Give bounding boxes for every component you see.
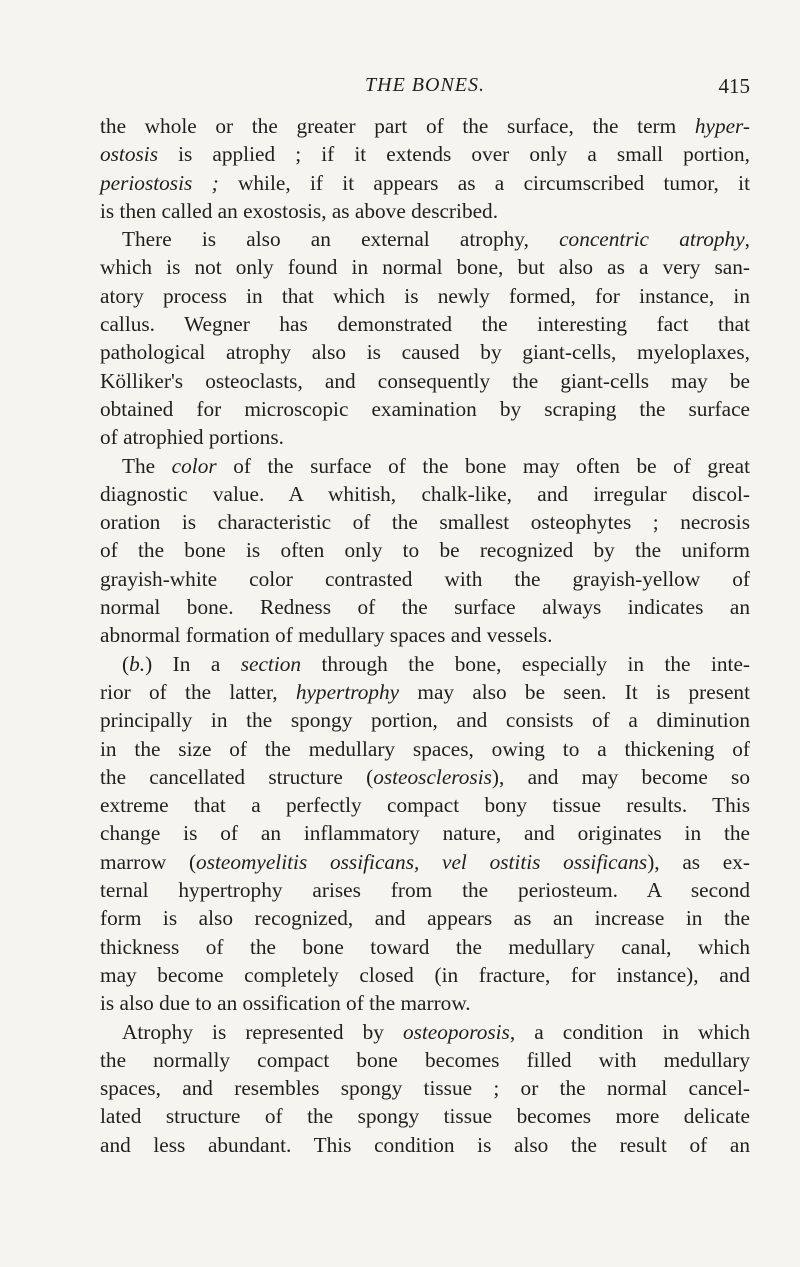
italic-term: osteosclerosis [373,764,492,789]
italic-term: hypertrophy [295,679,400,704]
running-head [100,74,750,104]
text-line [100,735,750,763]
text-segment: the cancellated structure ( [100,764,374,789]
text-line [100,140,750,168]
text-line [100,197,750,225]
text-segment: atory process in that which is newly formed, for instance, in [100,283,750,308]
italic-term: ostosis [100,142,158,167]
text-segment: callus. Wegner has demonstrated the interesting fact that [100,312,750,337]
text-segment: Atrophy is represented by [122,1019,403,1044]
text-segment: the normally compact bone becomes filled with medullary [100,1047,750,1072]
italic-term: hyper- [694,114,750,138]
text-line [100,621,750,649]
text-line [100,1131,750,1159]
text-segment: of atrophied portions. [100,425,284,450]
text-line [100,933,750,961]
text-line [100,989,750,1017]
text-line [100,791,750,819]
text-segment: ) In a [145,651,241,676]
text-segment: ), and may become so [491,764,750,789]
text-segment: the whole or the greater part of the surface, the term [100,114,695,138]
text-line [100,1018,750,1046]
text-segment: principally in the spongy portion, and consists of a diminution [100,708,750,733]
text-line [100,848,750,876]
text-segment: Kölliker's osteoclasts, and consequently the giant-cells may be [100,368,750,393]
text-segment: abnormal formation of medullary spaces and vessels. [100,623,553,648]
text-line [100,876,750,904]
text-line [100,112,750,140]
text-segment: normal bone. Redness of the surface always indicates an [100,595,750,620]
text-line [100,565,750,593]
text-line [100,338,750,366]
text-segment: oration is characteristic of the smallest osteophytes ; necrosis [100,510,750,535]
text-segment: There is also an external atrophy, [122,227,560,252]
text-line [100,452,750,480]
text-segment: change is of an inflammatory nature, and originates in the [100,821,750,846]
text-segment: spaces, and resembles spongy tissue ; or the normal cancel- [100,1076,750,1101]
text-line [100,763,750,791]
text-line [100,819,750,847]
text-segment: is applied ; if it extends over only a small portion, [158,142,750,167]
text-segment: and less abundant. This condition is also the result of an [100,1132,750,1157]
text-line [100,678,750,706]
text-segment: , a condition in which [509,1019,750,1044]
text-segment: which is not only found in normal bone, but also as a very san- [100,255,750,280]
text-line [100,423,750,451]
text-line [100,395,750,423]
text-segment: lated structure of the spongy tissue becomes more delicate [100,1104,750,1129]
running-title: THE BONES. [365,74,485,96]
text-segment: ), as ex- [647,849,750,874]
text-line [100,310,750,338]
italic-term: b. [129,651,146,676]
text-line [100,650,750,678]
italic-term: osteomyelitis ossificans, vel ostitis ossificans [196,849,648,874]
text-segment: ( [122,651,130,676]
italic-term: concentric atrophy [559,227,745,252]
text-segment: is then called an exostosis, as above described. [100,198,499,223]
text-segment: while, if it appears as a circumscribed tumor, it [218,170,750,195]
text-segment: obtained for microscopic examination by scraping the surface [100,396,750,421]
body-text [100,112,750,1159]
text-segment: pathological atrophy also is caused by giant-cells, myeloplaxes, [100,340,750,365]
italic-term: color [171,453,217,478]
text-segment: may also be seen. It is present [399,679,750,704]
text-segment: marrow ( [100,849,197,874]
text-segment: , [744,227,750,252]
text-segment: may become completely closed (in fracture, for instance), and [100,962,750,987]
text-line [100,904,750,932]
text-line [100,1046,750,1074]
text-segment: thickness of the bone toward the medullary canal, which [100,934,750,959]
text-segment: in the size of the medullary spaces, owing to a thickening of [100,736,750,761]
text-segment: diagnostic value. A whitish, chalk-like, and irregular discol- [100,481,750,506]
text-line [100,508,750,536]
text-line [100,1102,750,1130]
text-line [100,282,750,310]
text-segment: through the bone, especially in the inte- [301,651,750,676]
page-number: 415 [718,74,750,98]
text-segment: The [122,453,172,478]
text-segment: of the bone is often only to be recognized by the uniform [100,538,750,563]
text-segment: form is also recognized, and appears as an increase in the [100,906,750,931]
text-segment: is also due to an ossification of the marrow. [100,991,471,1016]
text-line [100,169,750,197]
italic-term: periostosis ; [100,170,219,195]
text-segment: ternal hypertrophy arises from the periosteum. A second [100,878,750,903]
text-segment: extreme that a perfectly compact bony tissue results. This [100,793,750,818]
text-line [100,961,750,989]
text-line [100,1074,750,1102]
text-segment: rior of the latter, [100,679,296,704]
text-line [100,367,750,395]
text-line [100,706,750,734]
italic-term: section [240,651,302,676]
italic-term: osteoporosis [402,1019,510,1044]
text-segment: of the surface of the bone may often be of great [216,453,750,478]
text-line [100,536,750,564]
text-line [100,593,750,621]
text-line [100,480,750,508]
text-segment: grayish-white color contrasted with the grayish-yellow of [100,566,750,591]
text-line [100,253,750,281]
text-line [100,225,750,253]
